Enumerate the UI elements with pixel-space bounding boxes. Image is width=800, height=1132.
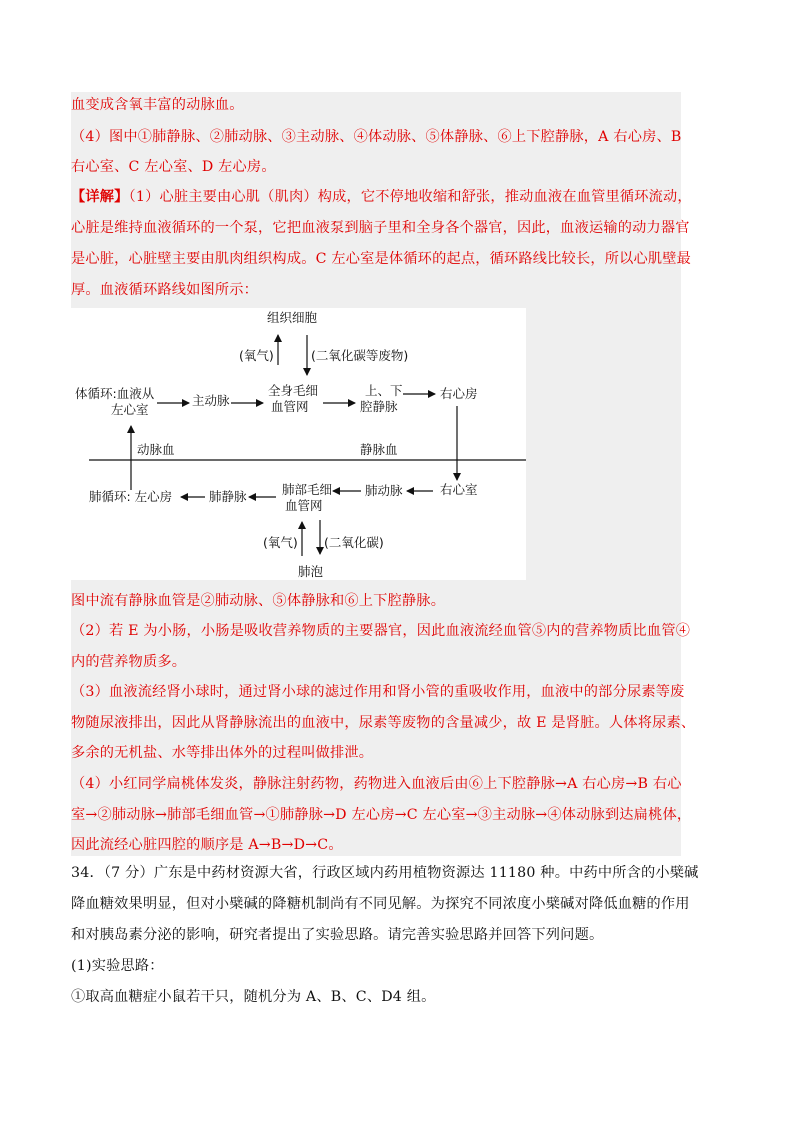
after-diagram-line: （4）小红同学扁桃体发炎，静脉注射药物，药物进入血液后由⑥上下腔静脉→A 右心房→B 右心 — [71, 776, 682, 792]
co2-bottom-label: (二氧化碳) — [324, 535, 384, 550]
pulmonary-start-label: 肺循环: 左心房 — [89, 489, 173, 504]
left-ventricle-label: 左心室 — [111, 402, 149, 417]
body-capillary-label-2: 血管网 — [271, 399, 309, 414]
after-diagram-line: （3）血液流经肾小球时，通过肾小球的滤过作用和肾小管的重吸收作用，血液中的部分尿素等废 — [71, 684, 685, 700]
question-line: 34．（7 分）广东是中药材资源大省，行政区域内药用植物资源达 11180 种。中药中所含的小檗碱 — [71, 865, 699, 881]
circulation-svg — [71, 308, 526, 580]
analysis-line: （4）图中①肺静脉、②肺动脉、③主动脉、④体动脉、⑤体静脉、⑥上下腔静脉，A 右心房、B — [71, 129, 682, 145]
after-diagram-line: （2）若 E 为小肠，小肠是吸收营养物质的主要器官，因此血液流经血管⑤内的营养物质比血管④ — [71, 623, 691, 639]
oxygen-bottom-label: (氧气) — [263, 535, 298, 550]
analysis-line: 右心室、C 左心室、D 左心房。 — [71, 159, 276, 175]
tissue-cells-label: 组织细胞 — [267, 310, 318, 325]
detail-line: 心脏是维持血液循环的一个泵，它把血液泵到脑子里和全身各个器官，因此，血液运输的动力器官 — [71, 220, 690, 236]
blood-circulation-diagram — [71, 308, 526, 580]
after-diagram-line: 内的营养物质多。 — [71, 654, 187, 670]
detail-line: 厚。血液循环路线如图所示： — [71, 282, 259, 298]
co2-waste-label: (二氧化碳等废物) — [311, 348, 409, 363]
oxygen-top-label: (氧气) — [239, 348, 274, 363]
question-line: ①取高血糖症小鼠若干只，随机分为 A、B、C、D4 组。 — [71, 989, 436, 1005]
detail-line: 是心脏，心脏壁主要由肌肉组织构成。C 左心室是体循环的起点，循环路线比较长，所以心肌壁最 — [71, 251, 692, 267]
vena-cava-label-2: 腔静脉 — [360, 399, 398, 414]
systemic-start-label: 体循环:血液从 — [75, 386, 155, 401]
detail-line — [71, 188, 692, 206]
lung-capillary-label-2: 血管网 — [285, 498, 323, 513]
pulmonary-vein-label: 肺静脉 — [209, 489, 247, 504]
question-line: 和对胰岛素分泌的影响，研究者提出了实验思路。请完善实验思路并回答下列问题。 — [71, 927, 604, 943]
analysis-line: 血变成含氧丰富的动脉血。 — [71, 97, 244, 113]
alveoli-label: 肺泡 — [298, 564, 324, 579]
venous-blood-label: 静脉血 — [360, 442, 398, 457]
detail-text: （1）心脏主要由心肌（肌肉）构成，它不停地收缩和舒张，推动血液在血管里循环流动， — [128, 189, 692, 205]
after-diagram-line: 图中流有静脉血管是②肺动脉、⑤体静脉和⑥上下腔静脉。 — [71, 593, 446, 609]
arterial-blood-label: 动脉血 — [137, 442, 175, 457]
question-line: (1)实验思路： — [71, 958, 164, 974]
vena-cava-label: 上、下 — [365, 383, 403, 398]
after-diagram-line: 物随尿液排出，因此从肾静脉流出的血液中，尿素等废物的含量减少，故 E 是肾脏。人体将尿素、 — [71, 715, 696, 731]
after-diagram-line: 室→②肺动脉→肺部毛细血管→①肺静脉→D 左心房→C 左心室→③主动脉→④体动脉到达扁桃体， — [71, 807, 692, 823]
right-atrium-label: 右心房 — [440, 386, 478, 401]
pulmonary-artery-label: 肺动脉 — [365, 483, 403, 498]
lung-capillary-label: 肺部毛细 — [282, 482, 333, 497]
question-line: 降血糖效果明显，但对小檗碱的降糖机制尚有不同见解。为探究不同浓度小檗碱对降低血糖的作用 — [71, 896, 690, 912]
right-ventricle-label: 右心室 — [440, 482, 478, 497]
body-capillary-label: 全身毛细 — [268, 383, 319, 398]
detail-tag: 【详解】 — [71, 189, 129, 205]
aorta-label: 主动脉 — [192, 393, 230, 408]
after-diagram-line: 多余的无机盐、水等排出体外的过程叫做排泄。 — [71, 745, 374, 761]
after-diagram-line: 因此流经心脏四腔的顺序是 A→B→D→C。 — [71, 837, 343, 853]
